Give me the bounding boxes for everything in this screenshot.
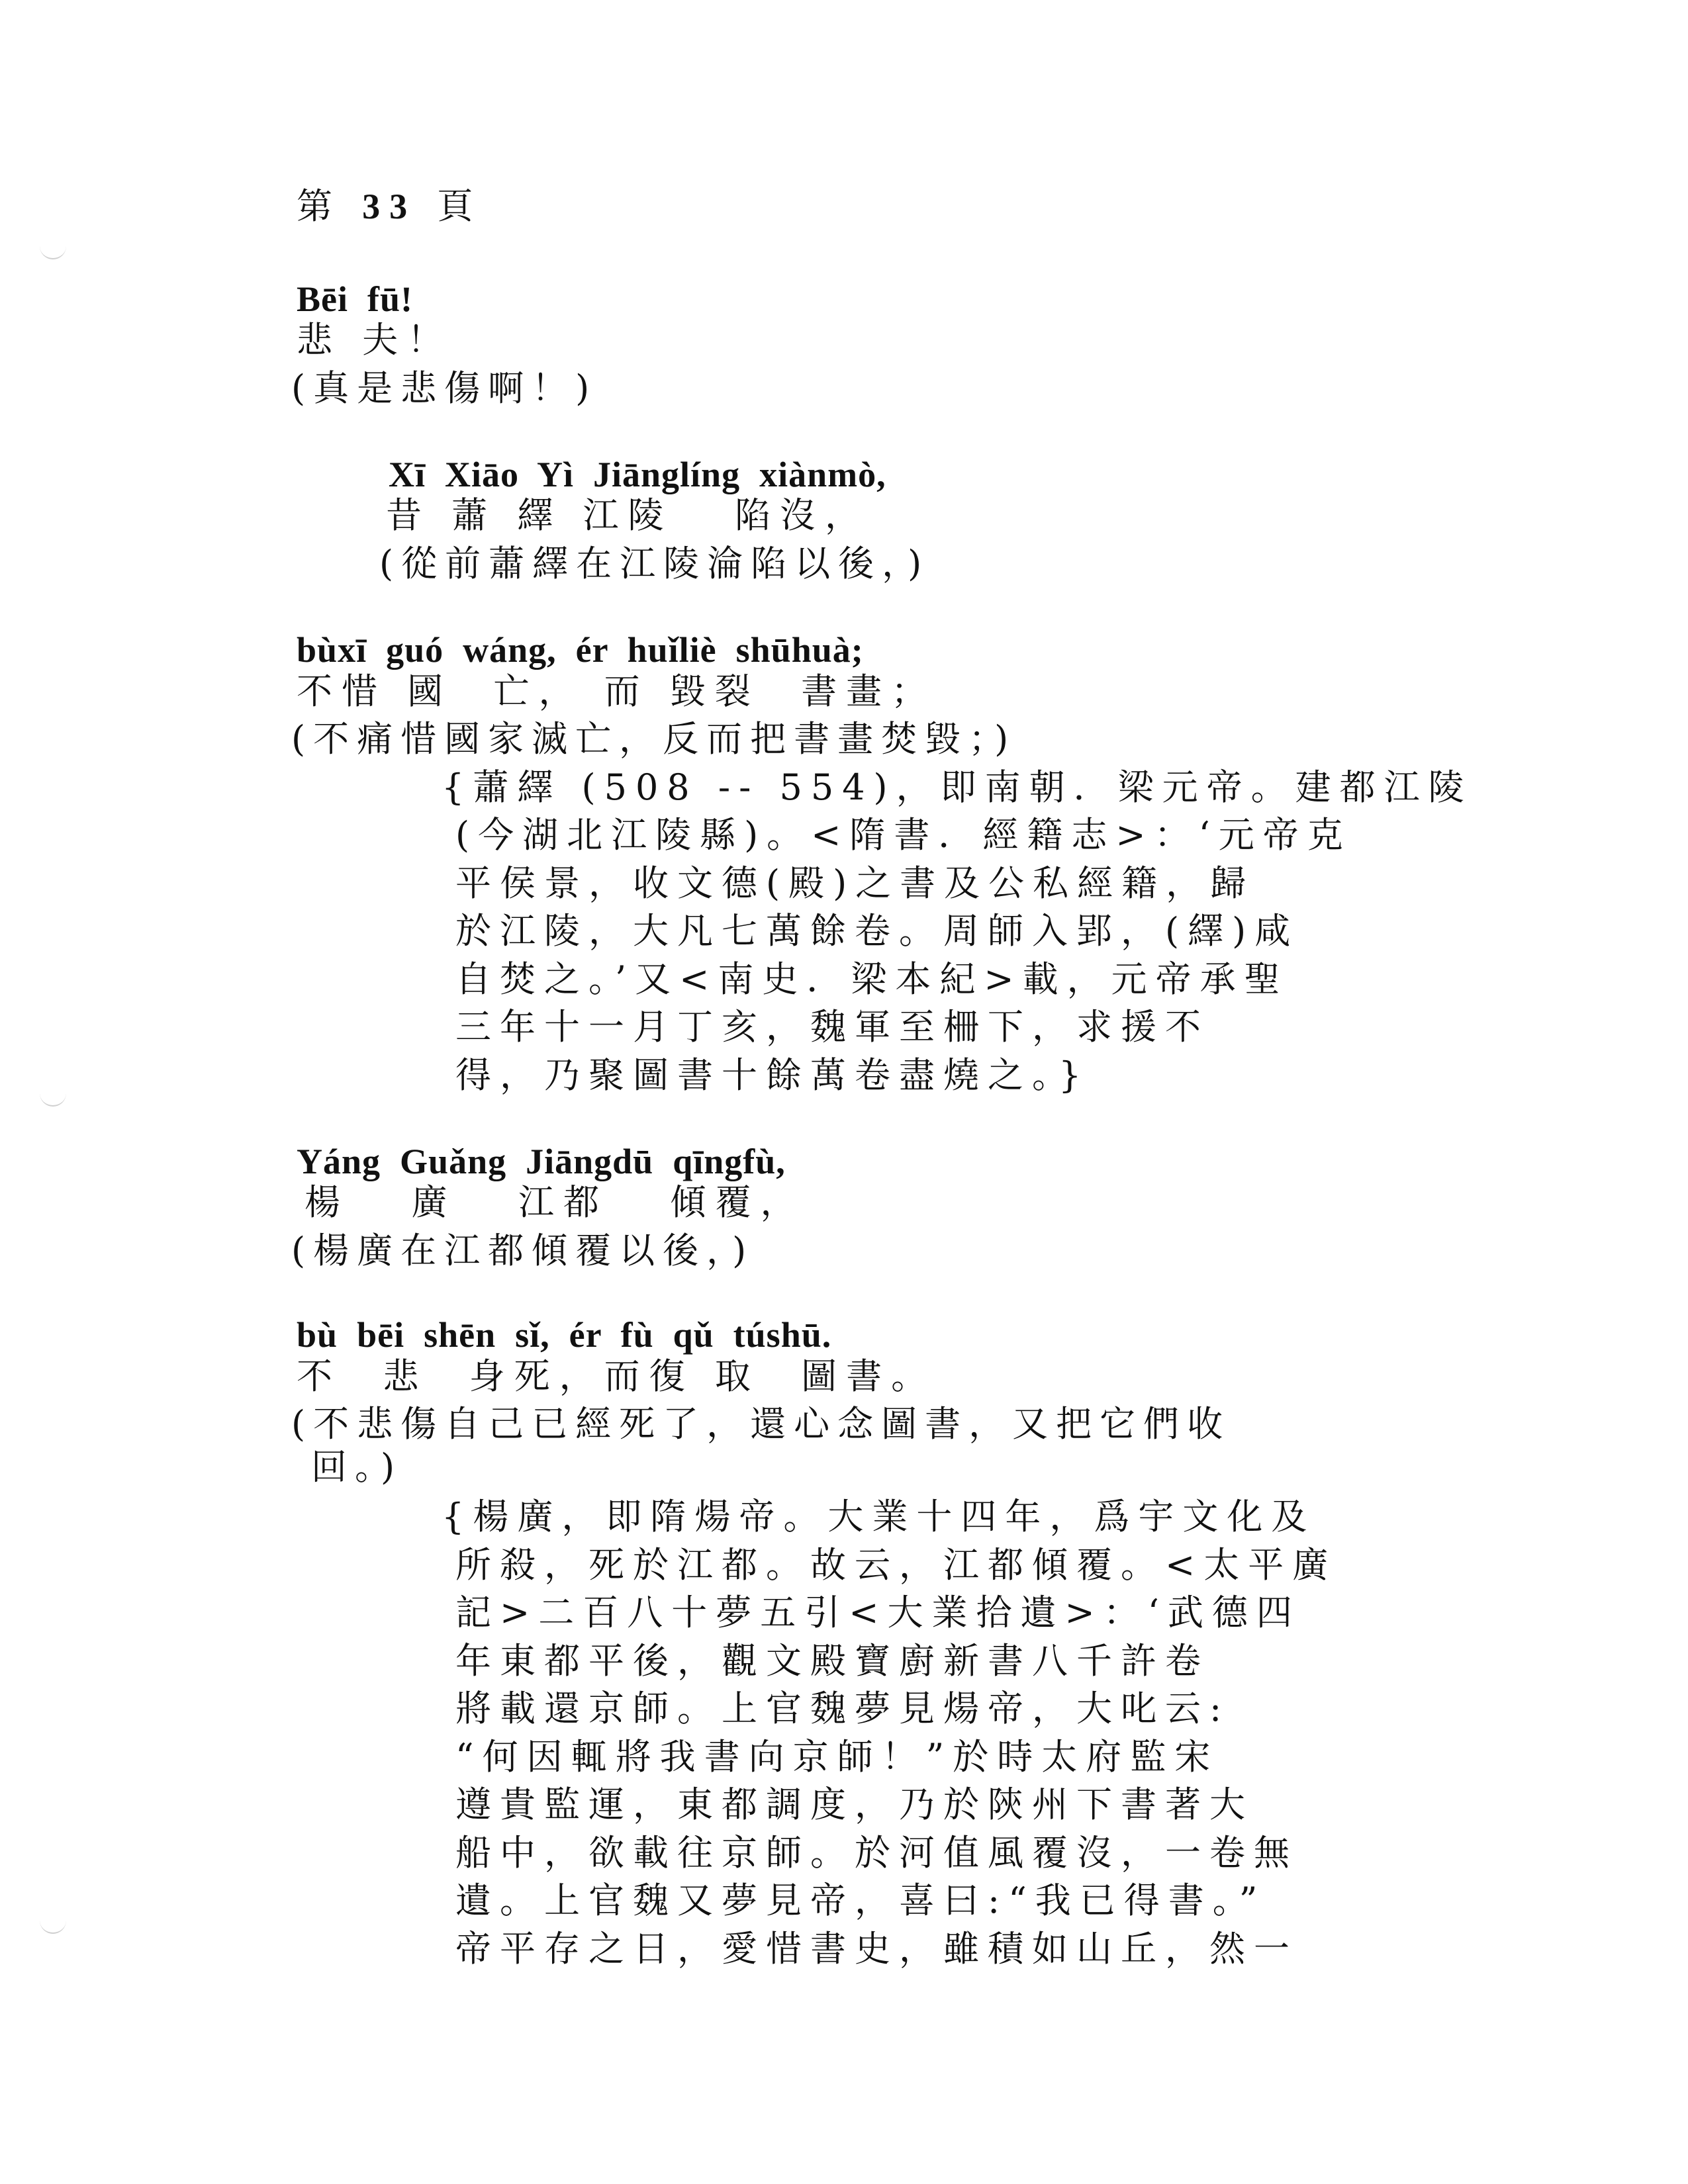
note-line: {蕭繹 (508 -- 554)，即南朝．梁元帝。建都江陵: [442, 766, 1473, 808]
note-line: 所殺，死於江都。故云，江都傾覆。<太平廣: [455, 1544, 1337, 1586]
note-line: 自焚之。’又<南史．梁本紀>載，元帝承聖: [455, 958, 1289, 1000]
binder-hole-mark: [40, 1085, 66, 1107]
pinyin-line: bù bēi shēn sǐ, ér fù qǔ túshū.: [297, 1315, 832, 1355]
translation-line: (真是悲傷啊！): [291, 367, 598, 409]
translation-line: 回。): [311, 1446, 403, 1488]
note-line: 得，乃聚圖書十餘萬卷盡燒之。}: [455, 1054, 1090, 1096]
chinese-line: 不惜 國 亡， 而 毀裂 書畫；: [297, 670, 937, 712]
note-line: 帝平存之日，愛惜書史，雖積如山丘，然一: [455, 1928, 1298, 1970]
note-line: 三年十一月丁亥，魏軍至柵下，求援不: [455, 1006, 1209, 1048]
note-line: 於江陵，大凡七萬餘卷。周師入郢，(繹)咸: [455, 910, 1299, 952]
binder-hole-mark: [40, 1913, 66, 1934]
note-line: (今湖北江陵縣)。<隋書．經籍志>：‘元帝克: [455, 814, 1352, 856]
note-line: 船中，欲載往京師。於河值風覆沒，一卷無: [455, 1832, 1298, 1874]
chinese-line: 悲 夫！: [297, 319, 453, 361]
note-line: {楊廣，即隋煬帝。大業十四年，爲宇文化及: [442, 1496, 1316, 1537]
note-line: 遺。上官魏又夢見帝，喜曰:“我已得書。”: [455, 1880, 1266, 1921]
note-line: 記>二百八十夢五引<大業拾遺>：‘武德四: [455, 1592, 1301, 1633]
translation-line: (不痛惜國家滅亡，反而把書畫焚毀；): [291, 718, 1017, 760]
translation-line: (不悲傷自己已經死了，還心念圖書，又把它們收: [291, 1403, 1231, 1445]
note-line: 將載還京師。上官魏夢見煬帝，大叱云:: [455, 1688, 1231, 1729]
page-header-prefix: 第: [297, 185, 342, 227]
pinyin-line: Xī Xiāo Yì Jiānglíng xiànmò,: [389, 455, 886, 494]
translation-line: (楊廣在江都傾覆以後，): [291, 1230, 755, 1271]
page-header-suffix: 頁: [437, 185, 483, 227]
page-number: 33: [362, 187, 417, 226]
chinese-line: 楊 廣 江都 傾覆，: [305, 1181, 806, 1223]
pinyin-line: Bēi fū!: [297, 279, 413, 319]
chinese-line: 不 悲 身死，而復 取 圖書。: [297, 1355, 937, 1397]
note-line: 遵貴監運，東都調度，乃於陝州下書著大: [455, 1784, 1254, 1825]
note-line: 年東都平後，觀文殿寶廚新書八千許卷: [455, 1640, 1209, 1682]
note-line: 平侯景，收文德(殿)之書及公私經籍，歸: [455, 862, 1255, 904]
translation-line: (從前蕭繹在江陵淪陷以後，): [379, 543, 930, 584]
page-header: [297, 185, 483, 227]
binder-hole-mark: [40, 238, 66, 259]
pinyin-line: Yáng Guǎng Jiāngdū qīngfù,: [297, 1142, 786, 1181]
pinyin-line: bùxī guó wáng, ér huǐliè shūhuà;: [297, 630, 864, 670]
note-line: “何因輒將我書向京師！”於時太府監宋: [455, 1736, 1219, 1778]
chinese-line: 昔 蕭 繹 江陵 陷沒，: [386, 494, 870, 536]
